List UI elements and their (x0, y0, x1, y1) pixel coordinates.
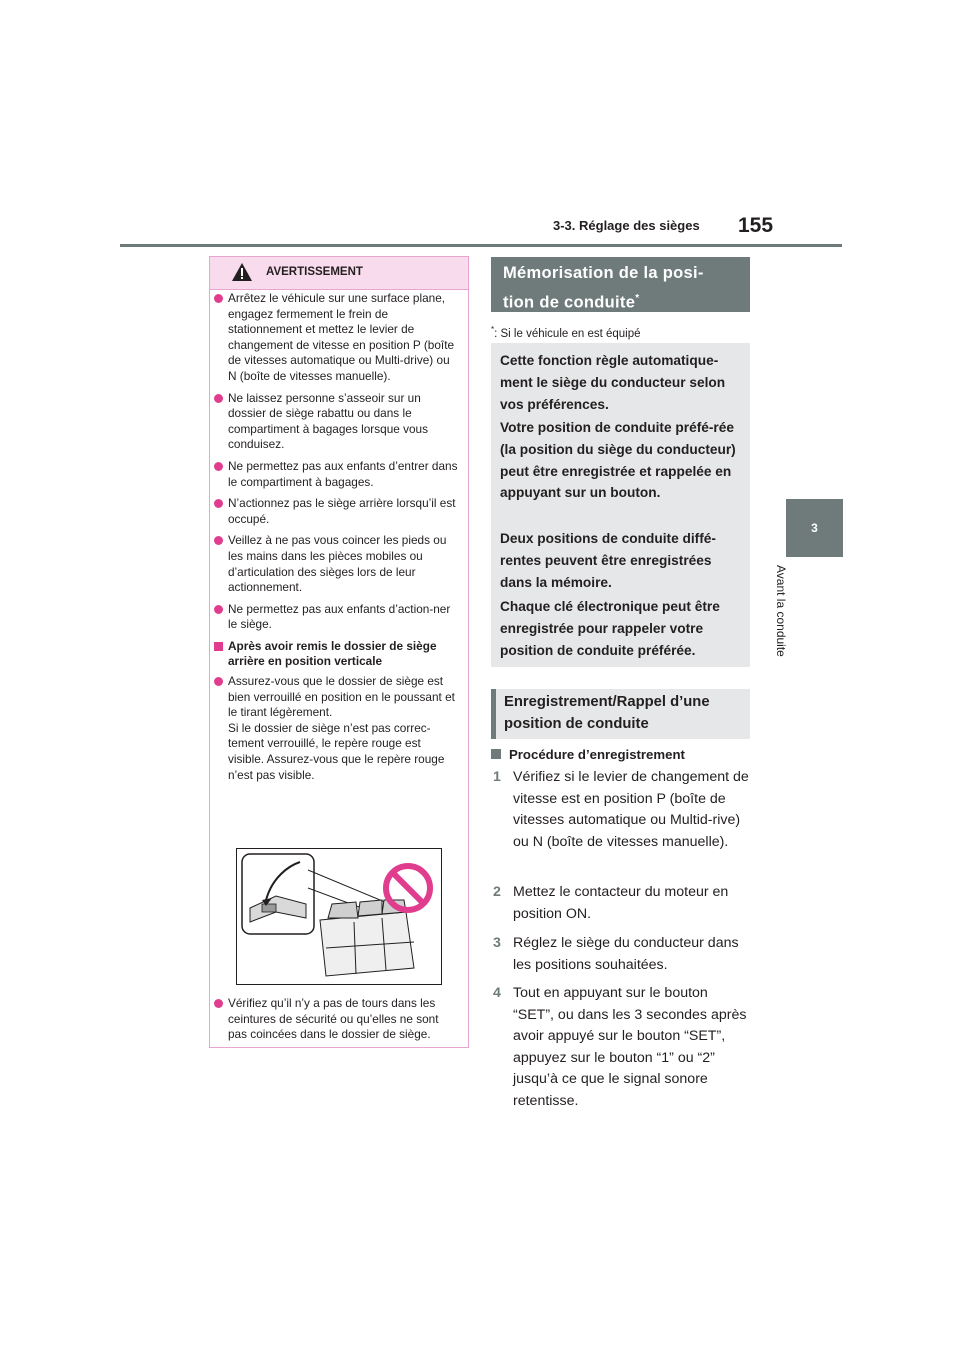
step-number: 1 (493, 769, 501, 785)
warning-item: Veillez à ne pas vous coincer les pieds ou les mains dans les pièces mobiles ou d’articulation des sièges lors de leur actionnement. (210, 533, 460, 595)
warning-item: N’actionnez pas le siège arrière lorsqu’il est occupé. (210, 496, 460, 527)
chapter-number: 3 (811, 521, 818, 535)
intro-paragraph: Chaque clé électronique peut être enregistrée pour rappeler votre position de conduite préférée. (500, 599, 720, 658)
step-number: 2 (493, 884, 501, 900)
warning-item: Vérifiez qu’il n’y a pas de tours dans les ceintures de sécurité ou qu’elles ne sont pas coincées dans le dossier de siège. (210, 996, 460, 1043)
section-title: 3-3. Réglage des sièges (553, 218, 700, 233)
warning-item: Assurez-vous que le dossier de siège est bien verrouillé en position en le poussant et le tirant légèrement. (210, 674, 460, 721)
warning-item-continued: Si le dossier de siège n’est pas correc-tement verrouillé, le repère rouge est visible. Assurez-vous que le repère rouge n’est pas visible. (228, 720, 445, 782)
warning-list (210, 291, 468, 783)
warning-subheading: Après avoir remis le dossier de siège arrière en position verticale (210, 639, 460, 670)
warning-header (210, 257, 468, 290)
warning-item: Arrêtez le véhicule sur une surface plane, engagez fermement le frein de stationnement et mettez le levier de changement de vitesse en position P (boîte de vitesses automatique ou Multi-drive) ou N (boîte de vitesses manuelle). (210, 291, 460, 385)
procedure-heading: Procédure d’enregistrement (491, 747, 685, 762)
warning-title: AVERTISSEMENT (266, 266, 363, 278)
warning-list-bottom (210, 996, 468, 1043)
rear-seat-illustration (236, 848, 442, 985)
step-text: Tout en appuyant sur le bouton “SET”, ou dans les 3 secondes après avoir appuyé sur le bouton “SET”, appuyez sur le bouton “1” ou “2” jusqu’à ce que le signal sonore retentisse. (513, 985, 747, 1109)
step-number: 3 (493, 935, 501, 951)
registration-heading-line2: position de conduite (504, 716, 649, 732)
header-rule (120, 244, 842, 247)
chapter-label-text: Avant la conduite (774, 565, 788, 657)
memo-heading (491, 257, 750, 312)
footnote-text: : Si le véhicule en est équipé (494, 327, 641, 340)
chapter-label (774, 565, 802, 685)
memo-heading-line2: tion de conduite (503, 293, 636, 312)
square-bullet-icon (491, 749, 501, 759)
memo-heading-mark: * (635, 293, 640, 304)
warning-item: Ne permettez pas aux enfants d’entrer dans le compartiment à bagages. (210, 459, 460, 490)
chapter-tab[interactable] (786, 499, 843, 557)
intro-paragraph: Deux positions de conduite diffé-rentes peuvent être enregistrées dans la mémoire. (500, 531, 716, 590)
registration-heading-line1: Enregistrement/Rappel d’une (504, 694, 710, 710)
step-text: Vérifiez si le levier de changement de vitesse est en position P (boîte de vitesses automatique ou Multid-rive) ou N (boîte de vitesses manuelle). (513, 769, 749, 850)
footnote-mark: * (491, 325, 495, 334)
page-number: 155 (738, 214, 774, 237)
memo-heading-line1: Mémorisation de la posi- (503, 264, 704, 282)
intro-box (491, 343, 750, 667)
warning-item: Ne laissez personne s’asseoir sur un dossier de siège rabattu ou dans le compartiment à bagages lorsque vous conduisez. (210, 391, 460, 453)
intro-paragraph: Votre position de conduite préfé-rée (la position du siège du conducteur) peut être enregistrée et rappelée en appuyant sur un bouton. (500, 420, 736, 501)
step-text: Mettez le contacteur du moteur en position ON. (513, 884, 729, 922)
registration-heading (491, 689, 750, 739)
intro-paragraph: Cette fonction règle automatique-ment le siège du conducteur selon vos préférences. (500, 353, 726, 412)
warning-item: Ne permettez pas aux enfants d’action-ner le siège. (210, 602, 460, 633)
footnote (491, 325, 641, 340)
warning-triangle-icon (231, 262, 253, 282)
step-text: Réglez le siège du conducteur dans les positions souhaitées. (513, 935, 739, 973)
step-number: 4 (493, 985, 501, 1001)
